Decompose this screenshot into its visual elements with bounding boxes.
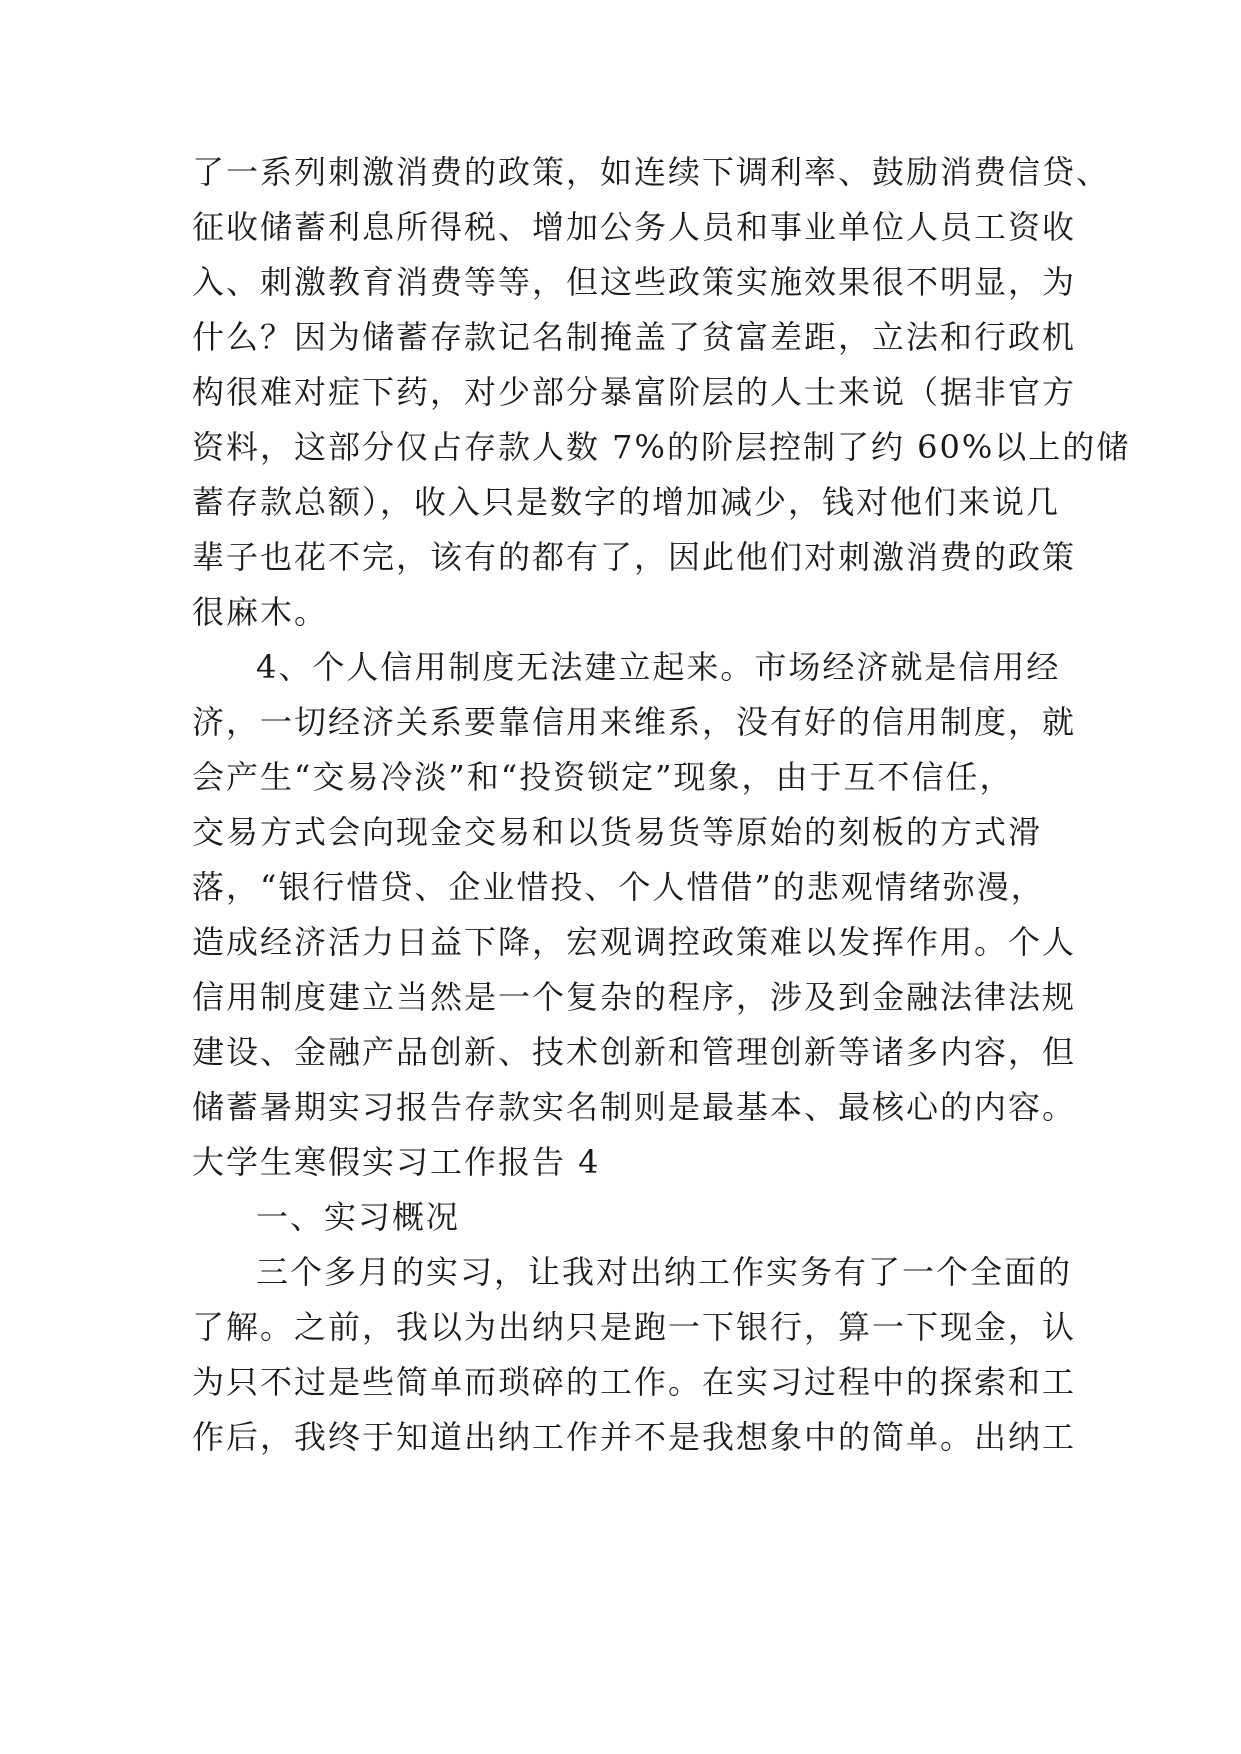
text-line: 了一系列刺激消费的政策，如连续下调利率、鼓励消费信贷、	[192, 153, 1111, 191]
text-line: 资料，这部分仅占存款人数 7%的阶层控制了约 60%以上的储	[192, 428, 1131, 466]
subsection-heading: 一、实习概况	[256, 1198, 461, 1236]
text-line: 落，“银行惜贷、企业惜投、个人惜借”的悲观情绪弥漫，	[192, 868, 1045, 906]
text-line: 信用制度建立当然是一个复杂的程序，涉及到金融法律法规	[192, 978, 1077, 1016]
text-line: 会产生“交易冷淡”和“投资锁定”现象，由于互不信任，	[192, 758, 1014, 796]
text-line: 交易方式会向现金交易和以货易货等原始的刻板的方式滑	[192, 813, 1043, 851]
paragraph-start-line: 4、个人信用制度无法建立起来。市场经济就是信用经	[256, 648, 1061, 686]
text-line: 很麻木。	[192, 593, 329, 631]
text-line: 蓄存款总额），收入只是数字的增加减少，钱对他们来说几	[192, 483, 1061, 521]
text-line: 构很难对症下药，对少部分暴富阶层的人士来说（据非官方	[192, 373, 1077, 411]
text-line: 入、刺激教育消费等等，但这些政策实施效果很不明显，为	[192, 263, 1077, 301]
text-line: 储蓄暑期实习报告存款实名制则是最基本、最核心的内容。	[192, 1088, 1077, 1126]
text-line: 什么？因为储蓄存款记名制掩盖了贫富差距，立法和行政机	[192, 318, 1077, 356]
text-line: 建设、金融产品创新、技术创新和管理创新等诸多内容，但	[192, 1033, 1077, 1071]
text-line: 征收储蓄利息所得税、增加公务人员和事业单位人员工资收	[192, 208, 1077, 246]
text-line: 造成经济活力日益下降，宏观调控政策难以发挥作用。个人	[192, 923, 1077, 961]
section-heading: 大学生寒假实习工作报告 4	[192, 1143, 601, 1181]
paragraph-start-line: 三个多月的实习，让我对出纳工作实务有了一个全面的	[256, 1253, 1073, 1291]
text-line: 了解。之前，我以为出纳只是跑一下银行，算一下现金，认	[192, 1308, 1077, 1346]
text-line: 辈子也花不完，该有的都有了，因此他们对刺激消费的政策	[192, 538, 1077, 576]
text-line: 为只不过是些简单而琐碎的工作。在实习过程中的探索和工	[192, 1363, 1077, 1401]
text-line: 济，一切经济关系要靠信用来维系，没有好的信用制度，就	[192, 703, 1077, 741]
text-line: 作后，我终于知道出纳工作并不是我想象中的简单。出纳工	[192, 1418, 1077, 1456]
